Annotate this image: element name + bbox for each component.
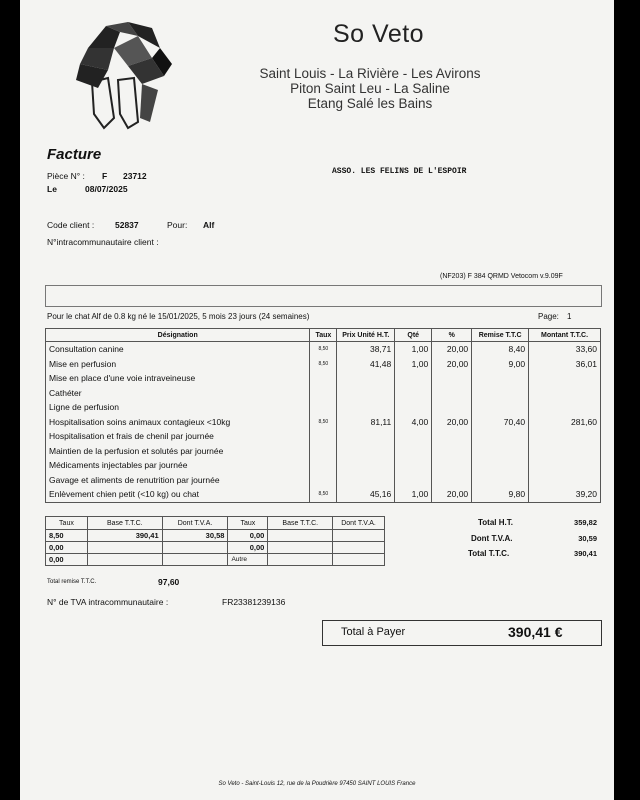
tva-intracom-label: N° de TVA intracommunautaire : bbox=[47, 597, 169, 607]
piece-prefix: F bbox=[102, 171, 108, 181]
tva-cell bbox=[268, 542, 333, 554]
address-line-1: Saint Louis - La Rivière - Les Avirons bbox=[259, 66, 481, 81]
total-to-pay-value: 390,41 € bbox=[508, 624, 563, 640]
cell-remise: 9,80 bbox=[472, 487, 529, 502]
cell-montant: 33,60 bbox=[529, 342, 601, 357]
cell-designation: Médicaments injectables par journée bbox=[46, 458, 310, 473]
cell-designation: Mise en place d'une voie intraveineuse bbox=[46, 371, 310, 386]
invoice-date: 08/07/2025 bbox=[85, 184, 128, 194]
cell-designation: Enlèvement chien petit (<10 kg) ou chat bbox=[46, 487, 310, 502]
cell-pct bbox=[432, 429, 472, 444]
cell-qte bbox=[395, 386, 432, 401]
cell-pu bbox=[337, 429, 395, 444]
info-box bbox=[45, 285, 602, 307]
cell-pu: 45,16 bbox=[337, 487, 395, 502]
pour-label: Pour: bbox=[167, 220, 188, 230]
cell-pu bbox=[337, 458, 395, 473]
total-ttc-label: Total T.T.C. bbox=[468, 549, 510, 558]
cell-qte: 4,00 bbox=[395, 415, 432, 430]
cell-qte: 1,00 bbox=[395, 342, 432, 357]
table-row bbox=[46, 357, 601, 372]
cell-designation: Hospitalisation et frais de chenil par journée bbox=[46, 429, 310, 444]
tva-col-base-2: Base T.T.C. bbox=[268, 517, 333, 530]
cell-pu bbox=[337, 444, 395, 459]
tva-cell bbox=[333, 554, 385, 566]
cell-montant bbox=[529, 429, 601, 444]
dog-cat-logo bbox=[68, 18, 180, 130]
cell-taux: 8,50 bbox=[310, 415, 337, 430]
cell-pct bbox=[432, 458, 472, 473]
cell-designation: Consultation canine bbox=[46, 342, 310, 357]
cell-remise: 9,00 bbox=[472, 357, 529, 372]
tva-cell bbox=[268, 530, 333, 542]
cell-montant: 281,60 bbox=[529, 415, 601, 430]
intracom-client-label: N°intracommunautaire client : bbox=[47, 237, 159, 247]
cell-taux bbox=[310, 386, 337, 401]
piece-number: 23712 bbox=[123, 171, 147, 181]
cell-designation: Cathéter bbox=[46, 386, 310, 401]
cell-taux bbox=[310, 400, 337, 415]
col-qte: Qté bbox=[395, 329, 432, 342]
cell-pct bbox=[432, 371, 472, 386]
cell-montant: 36,01 bbox=[529, 357, 601, 372]
table-row bbox=[46, 444, 601, 459]
cell-montant bbox=[529, 444, 601, 459]
cell-qte bbox=[395, 429, 432, 444]
lines-header-row bbox=[46, 329, 601, 342]
cell-qte: 1,00 bbox=[395, 357, 432, 372]
software-version: (NF203) F 384 QRMD Vetocom v.9.09F bbox=[440, 273, 563, 280]
address-line-3: Etang Salé les Bains bbox=[307, 96, 433, 111]
cell-qte bbox=[395, 458, 432, 473]
address-line-2: Piton Saint Leu - La Saline bbox=[290, 81, 450, 96]
cell-designation: Maintien de la perfusion et solutés par journée bbox=[46, 444, 310, 459]
total-ttc-value: 390,41 bbox=[574, 549, 597, 558]
total-to-pay-box bbox=[322, 620, 602, 646]
tva-cell: 0,00 bbox=[228, 530, 268, 542]
cell-pct bbox=[432, 400, 472, 415]
tva-cell: 8,50 bbox=[46, 530, 88, 542]
cell-remise bbox=[472, 386, 529, 401]
cell-montant bbox=[529, 386, 601, 401]
tva-row bbox=[46, 554, 385, 566]
cell-pu: 41,48 bbox=[337, 357, 395, 372]
cell-designation: Mise en perfusion bbox=[46, 357, 310, 372]
col-taux: Taux bbox=[310, 329, 337, 342]
cell-pct bbox=[432, 444, 472, 459]
table-row bbox=[46, 342, 601, 357]
tva-cell: 0,00 bbox=[46, 542, 88, 554]
tva-cell: 0,00 bbox=[228, 542, 268, 554]
cell-pct bbox=[432, 473, 472, 488]
cell-pct: 20,00 bbox=[432, 487, 472, 502]
cell-qte bbox=[395, 400, 432, 415]
cell-taux bbox=[310, 371, 337, 386]
pour-value: Alf bbox=[203, 220, 215, 230]
tva-col-dont: Dont T.V.A. bbox=[162, 517, 228, 530]
invoice-lines-table bbox=[45, 328, 601, 503]
animal-info: Pour le chat Alf de 0.8 kg né le 15/01/2025, 5 mois 23 jours (24 semaines) bbox=[47, 312, 310, 321]
tva-col-dont-2: Dont T.V.A. bbox=[333, 517, 385, 530]
invoice-title: Facture bbox=[47, 146, 102, 163]
cell-taux: 8,50 bbox=[310, 357, 337, 372]
tva-col-base: Base T.T.C. bbox=[87, 517, 162, 530]
tva-row bbox=[46, 530, 385, 542]
tva-cell bbox=[333, 542, 385, 554]
cell-qte bbox=[395, 371, 432, 386]
tva-cell bbox=[87, 554, 162, 566]
cell-remise bbox=[472, 458, 529, 473]
cell-remise bbox=[472, 400, 529, 415]
cell-montant bbox=[529, 371, 601, 386]
tva-cell bbox=[162, 554, 228, 566]
cell-remise bbox=[472, 444, 529, 459]
tva-cell: 390,41 bbox=[87, 530, 162, 542]
tva-cell: 30,58 bbox=[162, 530, 228, 542]
cell-taux bbox=[310, 429, 337, 444]
cell-pu bbox=[337, 473, 395, 488]
footer-address: So Veto - Saint-Louis 12, rue de la Poudrière 97450 SAINT LOUIS France bbox=[218, 781, 416, 787]
cell-qte bbox=[395, 473, 432, 488]
cell-qte: 1,00 bbox=[395, 487, 432, 502]
cell-pu bbox=[337, 400, 395, 415]
tva-col-taux: Taux bbox=[46, 517, 88, 530]
total-ht-value: 359,82 bbox=[574, 518, 597, 527]
cell-taux bbox=[310, 473, 337, 488]
table-row bbox=[46, 429, 601, 444]
tva-intracom-value: FR23381239136 bbox=[222, 597, 286, 607]
col-designation: Désignation bbox=[46, 329, 310, 342]
table-row bbox=[46, 386, 601, 401]
total-remise-label: Total remise T.T.C. bbox=[47, 579, 97, 585]
piece-label: Pièce N° : bbox=[47, 171, 85, 181]
tva-table bbox=[45, 516, 385, 566]
cell-pct: 20,00 bbox=[432, 415, 472, 430]
table-row bbox=[46, 415, 601, 430]
cell-pct bbox=[432, 386, 472, 401]
tva-row bbox=[46, 542, 385, 554]
cell-taux: 8,50 bbox=[310, 487, 337, 502]
tva-cell bbox=[268, 554, 333, 566]
cell-taux bbox=[310, 444, 337, 459]
tva-cell: 0,00 bbox=[46, 554, 88, 566]
tva-cell: Autre bbox=[228, 554, 268, 566]
cell-taux: 8,50 bbox=[310, 342, 337, 357]
invoice-page bbox=[20, 0, 614, 800]
dont-tva-value: 30,59 bbox=[578, 534, 597, 543]
col-montant: Montant T.T.C. bbox=[529, 329, 601, 342]
cell-montant bbox=[529, 400, 601, 415]
cell-montant bbox=[529, 473, 601, 488]
cell-remise: 8,40 bbox=[472, 342, 529, 357]
tva-cell bbox=[162, 542, 228, 554]
clinic-name: So Veto bbox=[333, 20, 425, 48]
cell-pu: 81,11 bbox=[337, 415, 395, 430]
page-label: Page: bbox=[538, 312, 559, 321]
cell-remise bbox=[472, 429, 529, 444]
cell-pu: 38,71 bbox=[337, 342, 395, 357]
cell-designation: Hospitalisation soins animaux contagieux <10kg bbox=[46, 415, 310, 430]
cell-montant bbox=[529, 458, 601, 473]
tva-col-taux-2: Taux bbox=[228, 517, 268, 530]
tva-cell bbox=[87, 542, 162, 554]
dont-tva-label: Dont T.V.A. bbox=[471, 534, 513, 543]
cell-montant: 39,20 bbox=[529, 487, 601, 502]
cell-pct: 20,00 bbox=[432, 342, 472, 357]
cell-designation: Gavage et aliments de renutrition par journée bbox=[46, 473, 310, 488]
recipient-name: ASSO. LES FELINS DE L'ESPOIR bbox=[332, 167, 467, 176]
col-prix-unite: Prix Unité H.T. bbox=[337, 329, 395, 342]
cell-pu bbox=[337, 386, 395, 401]
total-remise-value: 97,60 bbox=[158, 577, 180, 587]
client-code-label: Code client : bbox=[47, 220, 95, 230]
cell-pu bbox=[337, 371, 395, 386]
date-label: Le bbox=[47, 184, 57, 194]
table-row bbox=[46, 473, 601, 488]
col-remise: Remise T.T.C bbox=[472, 329, 529, 342]
total-to-pay-label: Total à Payer bbox=[341, 626, 406, 638]
client-code: 52837 bbox=[115, 220, 139, 230]
page-number: 1 bbox=[567, 312, 572, 321]
cell-designation: Ligne de perfusion bbox=[46, 400, 310, 415]
cell-qte bbox=[395, 444, 432, 459]
cell-remise bbox=[472, 371, 529, 386]
cell-pct: 20,00 bbox=[432, 357, 472, 372]
tva-header-row bbox=[46, 517, 385, 530]
cell-remise: 70,40 bbox=[472, 415, 529, 430]
table-row bbox=[46, 458, 601, 473]
table-row bbox=[46, 400, 601, 415]
table-row bbox=[46, 371, 601, 386]
cell-remise bbox=[472, 473, 529, 488]
total-ht-label: Total H.T. bbox=[478, 518, 513, 527]
col-pourcent: % bbox=[432, 329, 472, 342]
cell-taux bbox=[310, 458, 337, 473]
table-row bbox=[46, 487, 601, 502]
tva-cell bbox=[333, 530, 385, 542]
